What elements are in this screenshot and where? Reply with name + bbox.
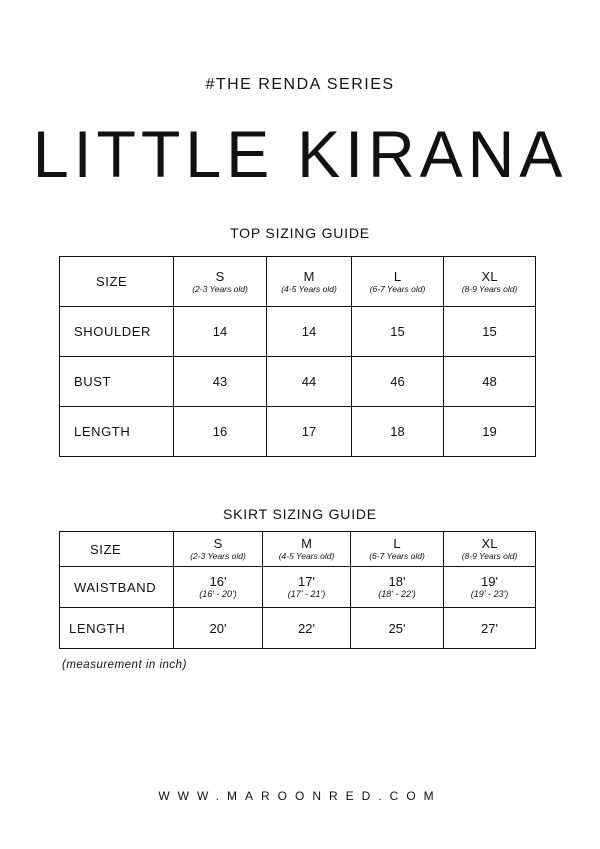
row-label: LENGTH (60, 608, 174, 649)
size-col-xl (444, 532, 536, 567)
size-age: (8-9 Years old) (461, 551, 518, 561)
size-name: L (393, 268, 402, 284)
row-label: SHOULDER (60, 307, 174, 357)
size-col-m (267, 257, 352, 307)
table-cell: 25' (351, 608, 444, 649)
table-cell: 16 (174, 407, 267, 457)
table-row-waistband (60, 567, 536, 608)
cell-range: (17' - 21') (287, 588, 326, 599)
table-cell: 15 (444, 307, 536, 357)
top-sizing-table (59, 256, 536, 457)
table-header-row (60, 532, 536, 567)
series-tag: #THE RENDA SERIES (205, 76, 395, 93)
size-header-label: SIZE (96, 274, 128, 289)
size-name: S (213, 536, 223, 551)
cell-range: (18' - 22') (378, 588, 416, 599)
size-name: M (303, 268, 315, 284)
size-col-l (351, 532, 444, 567)
size-age: (6-7 Years old) (369, 551, 425, 561)
size-header (60, 257, 174, 307)
row-label: WAISTBAND (60, 567, 174, 608)
cell-range: (16' - 20') (199, 588, 237, 599)
cell-value: 19' (481, 573, 498, 589)
table-row-bust (60, 357, 536, 407)
table-row-shoulder (60, 307, 536, 357)
table-cell: 27' (444, 608, 536, 649)
size-col-s (174, 257, 267, 307)
table-cell: 48 (444, 357, 536, 407)
size-age: (6-7 Years old) (369, 283, 426, 294)
table-cell: 15 (352, 307, 444, 357)
cell-value: 18' (388, 573, 406, 589)
page-title: LITTLE KIRANA (32, 117, 568, 191)
row-label: LENGTH (60, 407, 174, 457)
size-age: (2-3 Years old) (192, 283, 248, 294)
table-header-row (60, 257, 536, 307)
size-age: (8-9 Years old) (461, 283, 518, 294)
top-guide-title: TOP SIZING GUIDE (230, 225, 370, 241)
table-cell: 14 (267, 307, 352, 357)
size-age: (4-5 Years old) (278, 551, 335, 561)
skirt-sizing-table (59, 531, 536, 649)
size-col-xl (444, 257, 536, 307)
measurement-note: (measurement in inch) (62, 659, 187, 671)
table-cell: 22' (263, 608, 351, 649)
size-age: (2-3 Years old) (190, 551, 246, 561)
size-name: S (215, 268, 225, 284)
cell-value: 17' (298, 573, 315, 589)
table-cell: 14 (174, 307, 267, 357)
size-col-s (174, 532, 263, 567)
table-cell (263, 567, 351, 608)
size-header (60, 532, 174, 567)
table-cell: 44 (267, 357, 352, 407)
size-age: (4-5 Years old) (281, 283, 337, 294)
size-col-m (263, 532, 351, 567)
size-name: XL (481, 268, 498, 284)
website-link[interactable]: WWW.MAROONRED.COM (158, 789, 442, 803)
table-cell: 17 (267, 407, 352, 457)
table-cell: 20' (174, 608, 263, 649)
size-header-label: SIZE (90, 541, 122, 557)
table-row-length (60, 608, 536, 649)
table-cell (351, 567, 444, 608)
size-name: L (393, 536, 401, 551)
skirt-guide-title: SKIRT SIZING GUIDE (223, 506, 377, 522)
size-col-l (352, 257, 444, 307)
size-name: XL (481, 536, 498, 551)
table-cell: 43 (174, 357, 267, 407)
table-cell: 19 (444, 407, 536, 457)
cell-range: (19' - 23') (470, 588, 509, 599)
table-row-length (60, 407, 536, 457)
table-cell: 46 (352, 357, 444, 407)
table-cell (444, 567, 536, 608)
table-cell (174, 567, 263, 608)
size-name: M (301, 536, 312, 551)
table-cell: 18 (352, 407, 444, 457)
row-label: BUST (60, 357, 174, 407)
cell-value: 16' (209, 573, 227, 589)
